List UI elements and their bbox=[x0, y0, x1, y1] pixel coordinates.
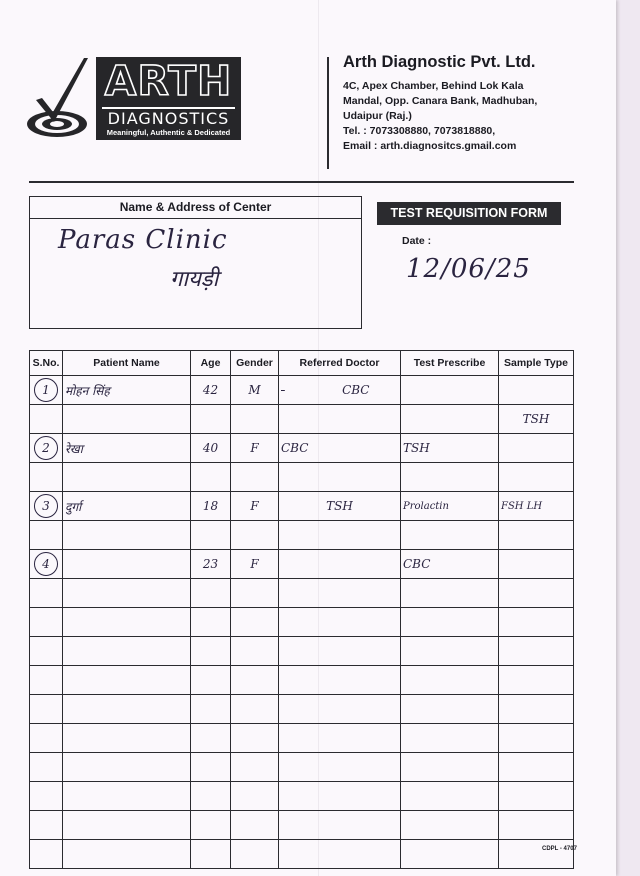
cell-gender bbox=[231, 695, 279, 724]
cell-test-prescribe bbox=[401, 434, 499, 463]
cell-referred-doctor bbox=[279, 840, 401, 869]
cell-patient-name bbox=[63, 376, 191, 405]
cell-sample-type bbox=[499, 695, 574, 724]
cell-test-prescribe bbox=[401, 492, 499, 521]
table-row bbox=[30, 492, 574, 521]
table-row bbox=[30, 405, 574, 434]
cell-test-prescribe bbox=[401, 376, 499, 405]
cell-age bbox=[191, 608, 231, 637]
handwritten-entry: रेखा bbox=[65, 441, 83, 456]
cell-test-prescribe bbox=[401, 579, 499, 608]
handwritten-entry: 40 bbox=[202, 441, 219, 455]
cell-age bbox=[191, 724, 231, 753]
cell-patient-name bbox=[63, 521, 191, 550]
header-rule bbox=[29, 181, 574, 183]
form-title: TEST REQUISITION FORM bbox=[377, 202, 561, 225]
cell-patient-name bbox=[63, 405, 191, 434]
cell-referred-doctor bbox=[279, 811, 401, 840]
cell-age bbox=[191, 782, 231, 811]
header-vertical-divider bbox=[327, 57, 329, 169]
cell-sno bbox=[30, 608, 63, 637]
cell-gender bbox=[231, 753, 279, 782]
cell-sample-type bbox=[499, 579, 574, 608]
cell-age bbox=[191, 695, 231, 724]
cell-gender bbox=[231, 521, 279, 550]
cell-test-prescribe bbox=[401, 637, 499, 666]
cell-test-prescribe bbox=[401, 405, 499, 434]
address-line: Mandal, Opp. Canara Bank, Madhuban, bbox=[343, 95, 538, 107]
cell-patient-name bbox=[63, 666, 191, 695]
handwritten-entry: 42 bbox=[202, 383, 219, 397]
cell-referred-doctor bbox=[279, 579, 401, 608]
center-address-box bbox=[29, 196, 362, 329]
handwritten-entry: F bbox=[250, 499, 259, 513]
logo-tagline: Meaningful, Authentic & Dedicated bbox=[106, 128, 231, 137]
cell-referred-doctor bbox=[279, 637, 401, 666]
cell-gender bbox=[231, 724, 279, 753]
cell-age bbox=[191, 840, 231, 869]
phone-line: Tel. : 7073308880, 7073818880, bbox=[343, 125, 496, 137]
col-header-patient-name: Patient Name bbox=[63, 351, 191, 376]
cell-gender bbox=[231, 492, 279, 521]
cell-gender bbox=[231, 405, 279, 434]
cell-patient-name bbox=[63, 695, 191, 724]
cell-sample-type bbox=[499, 550, 574, 579]
email-line: Email : arth.diagnositcs.gmail.com bbox=[343, 140, 517, 152]
cell-gender bbox=[231, 811, 279, 840]
table-row bbox=[30, 666, 574, 695]
table-row bbox=[30, 724, 574, 753]
cell-sno bbox=[30, 724, 63, 753]
cell-test-prescribe bbox=[401, 782, 499, 811]
cell-sno bbox=[30, 782, 63, 811]
handwritten-entry: F bbox=[250, 557, 259, 571]
cell-age bbox=[191, 811, 231, 840]
cell-sno bbox=[30, 811, 63, 840]
cell-sno bbox=[30, 666, 63, 695]
cell-sample-type bbox=[499, 811, 574, 840]
cell-test-prescribe bbox=[401, 753, 499, 782]
cell-age bbox=[191, 579, 231, 608]
cell-age bbox=[191, 521, 231, 550]
center-name-handwritten: Paras Clinic bbox=[58, 225, 228, 255]
cell-patient-name bbox=[63, 492, 191, 521]
form-code: CDPL - 4707 bbox=[542, 846, 577, 852]
table-row bbox=[30, 434, 574, 463]
cell-gender bbox=[231, 463, 279, 492]
cell-age bbox=[191, 637, 231, 666]
cell-test-prescribe bbox=[401, 521, 499, 550]
center-city-handwritten: गायड़ी bbox=[170, 267, 219, 292]
cell-patient-name bbox=[63, 782, 191, 811]
cell-test-prescribe bbox=[401, 608, 499, 637]
handwritten-entry: Prolactin bbox=[403, 501, 449, 512]
col-header-gender: Gender bbox=[231, 351, 279, 376]
cell-gender bbox=[231, 840, 279, 869]
cell-referred-doctor bbox=[279, 724, 401, 753]
serial-number-circled: 4 bbox=[34, 552, 58, 576]
table-row bbox=[30, 637, 574, 666]
col-header-test-prescribe: Test Prescribe bbox=[401, 351, 499, 376]
cell-gender bbox=[231, 434, 279, 463]
handwritten-entry: मोहन सिंह bbox=[65, 383, 110, 398]
cell-patient-name bbox=[63, 463, 191, 492]
cell-referred-doctor bbox=[279, 550, 401, 579]
cell-age bbox=[191, 753, 231, 782]
cell-test-prescribe bbox=[401, 695, 499, 724]
cell-sample-type bbox=[499, 666, 574, 695]
cell-gender bbox=[231, 666, 279, 695]
cell-age bbox=[191, 376, 231, 405]
cell-test-prescribe bbox=[401, 811, 499, 840]
table-row bbox=[30, 782, 574, 811]
handwritten-entry: CBC bbox=[403, 557, 431, 571]
center-box-title: Name & Address of Center bbox=[30, 197, 361, 219]
cell-sample-type bbox=[499, 753, 574, 782]
col-header-sno: S.No. bbox=[30, 351, 63, 376]
cell-referred-doctor bbox=[279, 782, 401, 811]
cell-sample-type bbox=[499, 637, 574, 666]
cell-gender bbox=[231, 579, 279, 608]
cell-patient-name bbox=[63, 579, 191, 608]
table-row bbox=[30, 695, 574, 724]
table-row bbox=[30, 811, 574, 840]
col-header-age: Age bbox=[191, 351, 231, 376]
cell-referred-doctor bbox=[279, 666, 401, 695]
cell-referred-doctor bbox=[279, 753, 401, 782]
cell-referred-doctor bbox=[279, 492, 401, 521]
cell-age bbox=[191, 405, 231, 434]
cell-sample-type bbox=[499, 782, 574, 811]
logo-arth-text: ARTH bbox=[104, 57, 233, 105]
cell-sample-type bbox=[499, 492, 574, 521]
address-line: Udaipur (Raj.) bbox=[343, 110, 412, 122]
cell-sample-type bbox=[499, 521, 574, 550]
cell-test-prescribe bbox=[401, 724, 499, 753]
cell-test-prescribe bbox=[401, 463, 499, 492]
cell-sno bbox=[30, 434, 63, 463]
handwritten-entry: TSH bbox=[403, 441, 430, 455]
cell-referred-doctor bbox=[279, 608, 401, 637]
cell-sample-type bbox=[499, 434, 574, 463]
table-row bbox=[30, 463, 574, 492]
cell-sno bbox=[30, 376, 63, 405]
cell-age bbox=[191, 666, 231, 695]
table-row bbox=[30, 579, 574, 608]
serial-number-circled: 2 bbox=[34, 436, 58, 460]
cell-referred-doctor bbox=[279, 463, 401, 492]
cell-patient-name bbox=[63, 550, 191, 579]
serial-number-circled: 3 bbox=[34, 494, 58, 518]
cell-sample-type bbox=[499, 405, 574, 434]
cell-referred-doctor bbox=[279, 434, 401, 463]
cell-sample-type bbox=[499, 608, 574, 637]
col-header-referred-doctor: Referred Doctor bbox=[279, 351, 401, 376]
handwritten-entry: CBC bbox=[281, 441, 309, 455]
handwritten-entry: CBC bbox=[342, 383, 370, 397]
cell-referred-doctor bbox=[279, 695, 401, 724]
cell-age bbox=[191, 434, 231, 463]
cell-patient-name bbox=[63, 811, 191, 840]
cell-sno bbox=[30, 492, 63, 521]
cell-sample-type bbox=[499, 376, 574, 405]
handwritten-entry: FSH LH bbox=[501, 501, 543, 512]
cell-patient-name bbox=[63, 434, 191, 463]
cell-referred-doctor bbox=[279, 376, 401, 405]
date-label: Date : bbox=[402, 235, 432, 247]
handwritten-entry: TSH bbox=[326, 499, 353, 513]
table-row bbox=[30, 753, 574, 782]
address-line: 4C, Apex Chamber, Behind Lok Kala bbox=[343, 80, 524, 92]
logo-diagnostics-text: DIAGNOSTICS bbox=[107, 109, 230, 128]
cell-age bbox=[191, 550, 231, 579]
handwritten-entry: 23 bbox=[202, 557, 219, 571]
cell-sno bbox=[30, 753, 63, 782]
cell-gender bbox=[231, 782, 279, 811]
cell-sno bbox=[30, 521, 63, 550]
cell-gender bbox=[231, 550, 279, 579]
table-row bbox=[30, 550, 574, 579]
table-header-row bbox=[30, 351, 574, 376]
cell-gender bbox=[231, 608, 279, 637]
table-row bbox=[30, 376, 574, 405]
handwritten-entry: दुर्गा bbox=[65, 499, 82, 514]
brand-logo bbox=[96, 57, 241, 140]
cell-sno bbox=[30, 840, 63, 869]
table-row bbox=[30, 840, 574, 869]
table-row bbox=[30, 521, 574, 550]
cell-test-prescribe bbox=[401, 666, 499, 695]
cell-referred-doctor bbox=[279, 405, 401, 434]
requisition-table bbox=[29, 350, 574, 869]
cell-patient-name bbox=[63, 608, 191, 637]
handwritten-entry: M bbox=[248, 383, 261, 397]
cell-patient-name bbox=[63, 637, 191, 666]
cell-test-prescribe bbox=[401, 840, 499, 869]
cell-sample-type bbox=[499, 724, 574, 753]
cell-age bbox=[191, 463, 231, 492]
company-address bbox=[343, 79, 537, 154]
company-name: Arth Diagnostic Pvt. Ltd. bbox=[343, 53, 536, 71]
cell-sample-type bbox=[499, 840, 574, 869]
struck-out-entry bbox=[281, 383, 339, 397]
cell-sno bbox=[30, 463, 63, 492]
cell-sno bbox=[30, 405, 63, 434]
handwritten-entry: F bbox=[250, 441, 259, 455]
table-row bbox=[30, 608, 574, 637]
cell-test-prescribe bbox=[401, 550, 499, 579]
cell-patient-name bbox=[63, 724, 191, 753]
cell-sno bbox=[30, 695, 63, 724]
handwritten-entry: TSH bbox=[522, 412, 550, 426]
cell-sno bbox=[30, 579, 63, 608]
date-value-handwritten: 12/06/25 bbox=[406, 254, 531, 284]
cell-sno bbox=[30, 637, 63, 666]
cell-gender bbox=[231, 637, 279, 666]
cell-patient-name bbox=[63, 840, 191, 869]
cell-age bbox=[191, 492, 231, 521]
cell-patient-name bbox=[63, 753, 191, 782]
handwritten-entry: 18 bbox=[202, 499, 219, 513]
serial-number-circled: 1 bbox=[34, 378, 58, 402]
cell-gender bbox=[231, 376, 279, 405]
col-header-sample-type: Sample Type bbox=[499, 351, 574, 376]
cell-sno bbox=[30, 550, 63, 579]
cell-sample-type bbox=[499, 463, 574, 492]
target-check-logo-icon bbox=[26, 56, 92, 138]
cell-referred-doctor bbox=[279, 521, 401, 550]
